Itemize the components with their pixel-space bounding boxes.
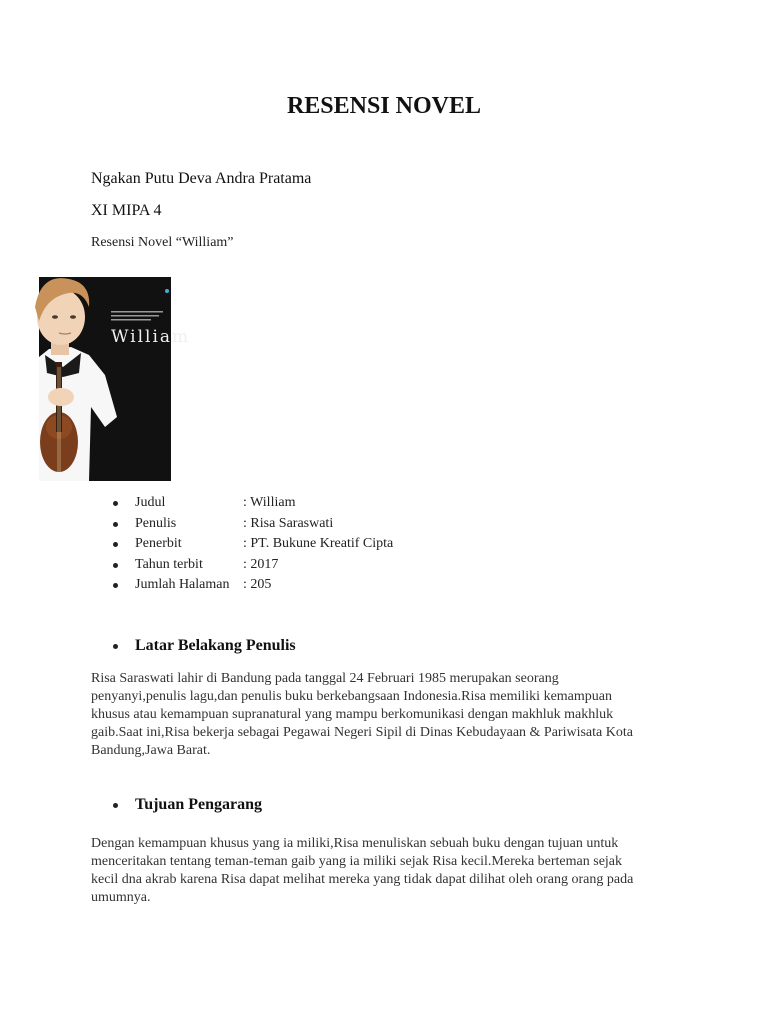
info-label: Penulis	[135, 515, 177, 531]
bullet-icon	[113, 583, 118, 588]
info-label: Penerbit	[135, 536, 182, 551]
review-subtitle: Resensi Novel “William”	[91, 235, 234, 250]
paragraph-line: penyanyi,penulis lagu,dan penulis buku berkebangsaan Indonesia.Risa memiliki kemampuan	[91, 689, 612, 704]
paragraph-latar-belakang	[91, 670, 691, 760]
info-label: Judul	[135, 495, 166, 510]
paragraph-line: Risa Saraswati lahir di Bandung pada tanggal 24 Februari 1985 merupakan seorang	[91, 671, 559, 686]
info-value: : 205	[243, 577, 272, 592]
paragraph-line: Dengan kemampuan khusus yang ia miliki,Risa menuliskan sebuah buku dengan tujuan untuk	[91, 836, 619, 851]
author-name: Ngakan Putu Deva Andra Pratama	[91, 170, 312, 187]
info-label: Tahun terbit	[135, 556, 203, 572]
book-cover-illustration	[39, 277, 171, 481]
paragraph-line: gaib.Saat ini,Risa bekerja sebagai Pegawai Negeri Sipil di Dinas Kebudayaan & Pariwisata Kota	[91, 725, 633, 740]
bullet-icon	[113, 563, 118, 568]
paragraph-line: kecil dna akrab karena Risa dapat melihat mereka yang tidak dapat dilihat oleh orang orang pada	[91, 872, 634, 887]
bullet-icon	[113, 803, 118, 808]
paragraph-line: umumnya.	[91, 890, 151, 905]
paragraph-line: khusus atau kemampuan supranatural yang mampu berkomunikasi dengan makhluk makhluk	[91, 707, 614, 722]
author-class: XI MIPA 4	[91, 202, 162, 219]
bullet-icon	[113, 542, 118, 547]
section-heading-text: Latar Belakang Penulis	[135, 637, 296, 654]
page-title: RESENSI NOVEL	[286, 93, 482, 119]
bullet-icon	[113, 644, 118, 649]
section-heading-text: Tujuan Pengarang	[135, 796, 262, 813]
book-cover-image	[39, 277, 191, 481]
bullet-icon	[113, 522, 118, 527]
info-label: Jumlah Halaman	[135, 577, 230, 592]
paragraph-line: Bandung,Jawa Barat.	[91, 743, 211, 758]
paragraph-tujuan-pengarang	[91, 835, 691, 907]
paragraph-line: menceritakan tentang teman-teman gaib yang ia miliki sejak Risa kecil.Mereka berteman sejak	[91, 854, 623, 869]
bullet-icon	[113, 501, 118, 506]
info-value: : William	[243, 495, 296, 510]
cover-title: William	[111, 327, 191, 347]
info-value: : 2017	[243, 556, 279, 572]
info-value: : Risa Saraswati	[243, 515, 334, 531]
info-value: : PT. Bukune Kreatif Cipta	[243, 536, 394, 551]
